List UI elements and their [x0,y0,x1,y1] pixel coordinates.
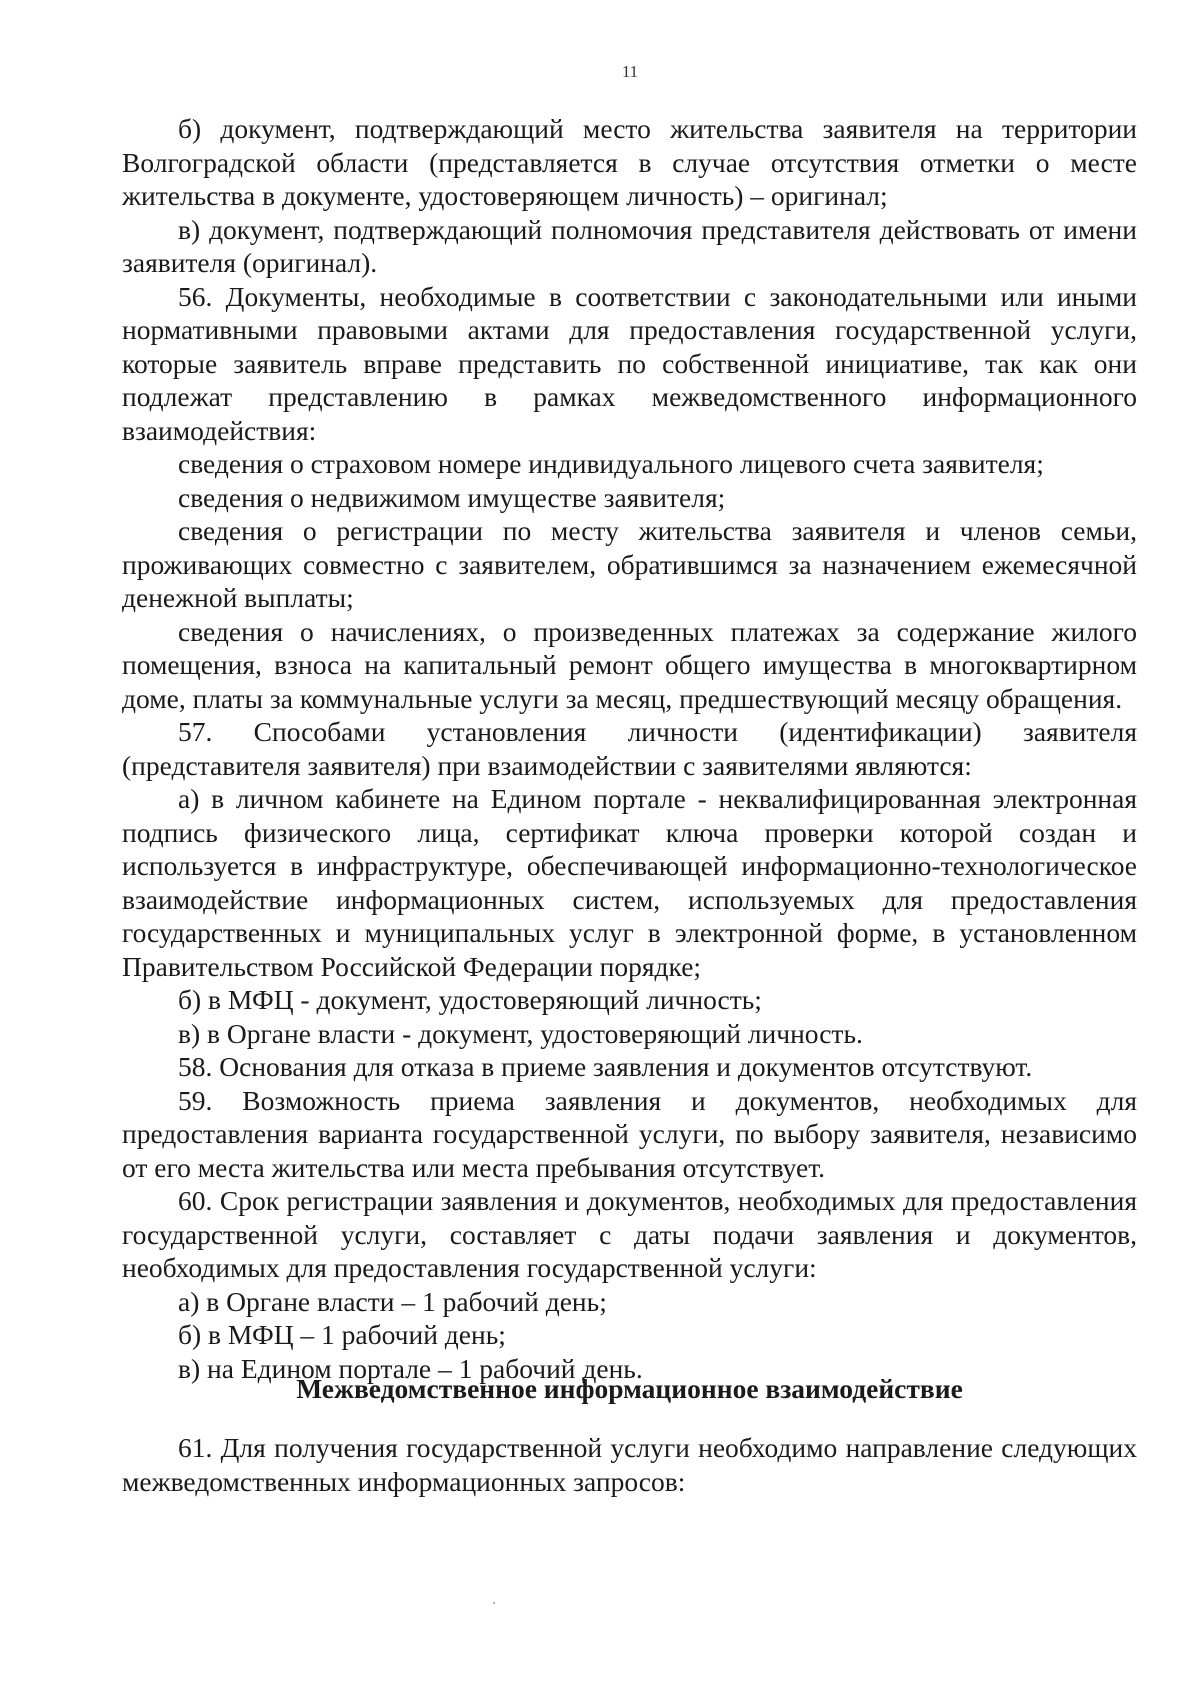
paragraph-57-b: б) в МФЦ - документ, удостоверяющий личность; [178,984,762,1015]
paragraph-56: 56. Документы, необходимые в соответствии с законодательными или иными нормативными правовыми актами для предоставления государственной услуги, которые заявитель вправе представить по собственной инициативе, так как они подлежат представлению в рамках межведомственного информационного взаимодействия: [122,280,1137,446]
paragraph-payments-info: сведения о начислениях, о произведенных платежах за содержание жилого помещения, взноса на капитальный ремонт общего имущества в многоквартирном доме, платы за коммунальные услуги за месяц, предшествующий месяцу обращения. [122,615,1137,714]
paragraph-snils-info: сведения о страховом номере индивидуального лицевого счета заявителя; [178,448,1044,479]
paragraph-58: 58. Основания для отказа в приеме заявления и документов отсутствуют. [178,1051,1033,1082]
paragraph-57-a: а) в личном кабинете на Едином портале - неквалифицированная электронная подпись физического лица, сертификат ключа проверки которой создан и используется в инфраструктуре, обеспечивающей информационно-технологическое взаимодействие информационных систем, используемых для предоставления государственных и муниципальных услуг в электронной форме, в установленном Правительством Российской Федерации порядке; [122,783,1137,982]
paragraph-60-v: в) на Едином портале – 1 рабочий день. [178,1352,643,1384]
page-number: 11 [621,62,639,81]
scan-speck [493,1602,495,1604]
paragraph-60-a: а) в Органе власти – 1 рабочий день; [178,1285,607,1317]
paragraph-v-representative-doc: в) документ, подтверждающий полномочия представителя действовать от имени заявителя (оригинал). [122,213,1137,278]
paragraph-61: 61. Для получения государственной услуги необходимо направление следующих межведомственных информационных запросов: [122,1432,1137,1497]
paragraph-60: 60. Срок регистрации заявления и документов, необходимых для предоставления государственной услуги, составляет с даты подачи заявления и документов, необходимых для предоставления государственной услуги: [122,1185,1137,1283]
paragraph-57: 57. Способами установления личности (идентификации) заявителя (представителя заявителя) при взаимодействии с заявителями являются: [122,716,1137,781]
section-heading: Межведомственное информационное взаимодействие [296,1373,963,1404]
paragraph-registration-info: сведения о регистрации по месту жительства заявителя и членов семьи, проживающих совместно с заявителем, обратившимся за назначением ежемесячной денежной выплаты; [122,515,1137,613]
paragraph-57-v: в) в Органе власти - документ, удостоверяющий личность. [178,1017,863,1049]
paragraph-60-b: б) в МФЦ – 1 рабочий день; [178,1319,506,1350]
paragraph-b-residence-doc: б) документ, подтверждающий место жительства заявителя на территории Волгоградской области (представляется в случае отсутствия отметки о месте жительства в документе, удостоверяющем личность) – оригинал; [122,113,1137,211]
paragraph-property-info: сведения о недвижимом имуществе заявителя; [178,481,726,513]
paragraph-59: 59. Возможность приема заявления и документов, необходимых для предоставления варианта государственной услуги, по выбору заявителя, независимо от его места жительства или места пребывания отсутствует. [122,1084,1137,1183]
document-body-tail [122,1431,1137,1498]
document-body [122,112,1137,1385]
